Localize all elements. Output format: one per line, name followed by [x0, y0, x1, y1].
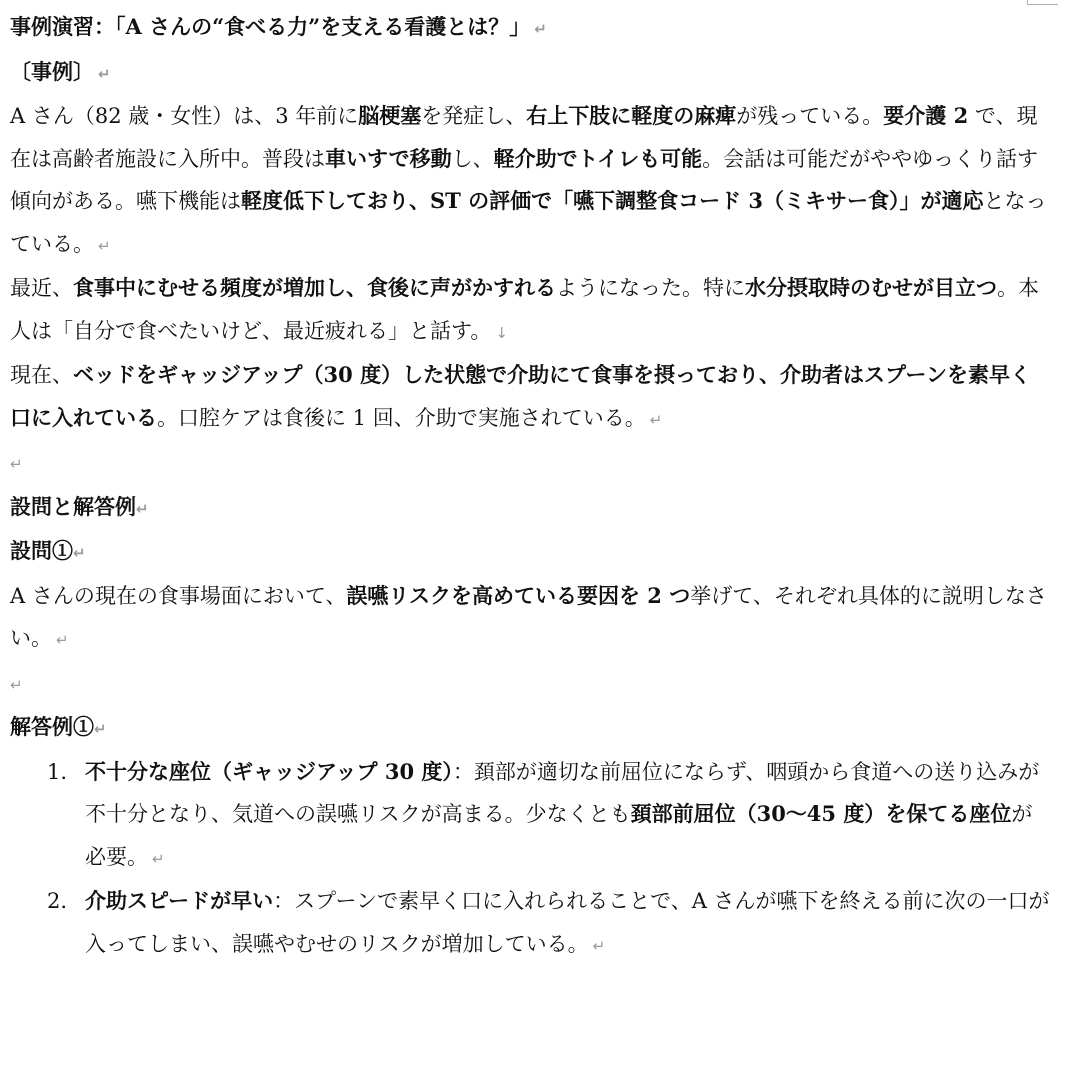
- bold-text-run: 不十分な座位（ギャッジアップ 30 度）: [85, 758, 453, 784]
- bold-text-run: 食事中にむせる頻度が増加し、食後に声がかすれる: [73, 275, 556, 300]
- answer-item: [47, 751, 1050, 881]
- paragraph-mark-icon: ↵: [152, 849, 165, 868]
- paragraph-mark-icon: ↵: [592, 936, 606, 955]
- text-run: 。口腔ケアは食後に 1 回、介助で実施されている。: [157, 405, 646, 430]
- text-run: し、: [451, 146, 494, 171]
- exercise-title-text: 事例演習：「A さんの“食べる力”を支える看護とは？」: [10, 14, 531, 39]
- answer-1-label-text: 解答例①: [10, 714, 94, 739]
- text-run: 。本人は「自分で食べたいけど、最近疲れる」と話す。: [10, 276, 1039, 343]
- paragraph-mark-icon: ↵: [73, 544, 86, 562]
- exercise-title: [10, 6, 1050, 51]
- answer-number: 1.: [47, 759, 68, 784]
- text-run: が残っている。: [736, 104, 884, 128]
- case-label: [10, 51, 1050, 96]
- text-run: 現在、: [10, 363, 73, 387]
- text-run: を発症し、: [421, 104, 527, 128]
- bold-text-run: 要介護 2: [883, 103, 969, 128]
- bold-text-run: 水分摂取時のむせが目立つ: [745, 275, 997, 300]
- case-paragraph-2: [10, 267, 1050, 354]
- text-run: 。会話は可能だがややゆっくり話す傾向がある。嚥下機能は: [10, 146, 1038, 213]
- text-run: 最近、: [10, 276, 73, 300]
- empty-paragraph: [10, 662, 1050, 707]
- paragraph-mark-icon: ↵: [10, 455, 23, 473]
- text-run: A さんの現在の食事場面において、: [10, 583, 347, 608]
- bold-text-run: 脳梗塞: [358, 103, 422, 128]
- answer-number: 2.: [47, 889, 68, 913]
- text-run: ようになった。特に: [556, 276, 745, 300]
- section-heading: [10, 486, 1050, 531]
- bold-text-run: 軽介助でトイレも可能: [493, 145, 703, 171]
- answer-1-label: [10, 706, 1050, 751]
- text-run: が必要。: [85, 802, 1033, 869]
- text-run: ：スプーンで素早く口に入れられることで、A さんが嚥下を終える前に次の一口が入ってしまい、誤嚥やむせのリスクが増加している。: [85, 889, 1050, 956]
- text-run: ：頚部が適切な前屈位にならず、咽頭から食道への送り込みが不十分となり、気道への誤嚥リスクが高まる。少なくとも: [85, 759, 1040, 826]
- paragraph-mark-icon: ↵: [98, 64, 111, 83]
- bold-text-run: 右上下肢に軽度の麻痺: [526, 103, 737, 128]
- paragraph-mark-icon: ↵: [649, 410, 663, 429]
- paragraph-mark-icon: ↵: [136, 499, 149, 518]
- text-run: となっている。: [10, 189, 1047, 256]
- text-run: で、現在は高齢者施設に入所中。普段は: [10, 104, 1038, 171]
- text-run: A さん（82 歳・女性）は、3 年前に: [10, 104, 359, 128]
- paragraph-mark-icon: ↵: [98, 236, 111, 255]
- case-paragraph-1: [10, 95, 1050, 267]
- bold-text-run: 誤嚥リスクを高めている要因を 2 つ: [346, 582, 691, 608]
- paragraph-mark-icon: ↵: [94, 720, 107, 738]
- question-1-text: [10, 575, 1050, 662]
- paragraph-mark-icon: ↵: [56, 631, 69, 649]
- bold-text-run: 介助スピードが早い: [85, 888, 274, 913]
- page-corner-mark: [1027, 0, 1058, 5]
- question-1-label: [10, 530, 1050, 575]
- question-1-label-text: 設問①: [10, 538, 73, 563]
- answer-item: [47, 880, 1050, 967]
- case-paragraph-3: [10, 354, 1050, 441]
- section-heading-text: 設問と解答例: [10, 493, 136, 519]
- paragraph-mark-icon: ↵: [10, 675, 23, 694]
- empty-paragraph: [10, 441, 1050, 486]
- case-label-text: 〔事例〕: [10, 58, 94, 84]
- bold-text-run: 軽度低下しており、ST の評価で「嚥下調整食コード 3（ミキサー食）」が適応: [241, 188, 984, 213]
- line-break-mark-icon: ↓: [495, 323, 508, 342]
- text-run: 挙げて、それぞれ具体的に説明しなさい。: [10, 583, 1047, 650]
- bold-text-run: 頚部前屈位（30〜45 度）を保てる座位: [630, 801, 1012, 826]
- bold-text-run: 車いすで移動: [325, 145, 452, 171]
- paragraph-mark-icon: ↵: [534, 20, 547, 38]
- answer-list: [10, 751, 1050, 968]
- bold-text-run: ベッドをギャッジアップ（30 度）した状態で介助にて食事を摂っており、介助者はスプーンを素早く口に入れている: [10, 362, 1032, 430]
